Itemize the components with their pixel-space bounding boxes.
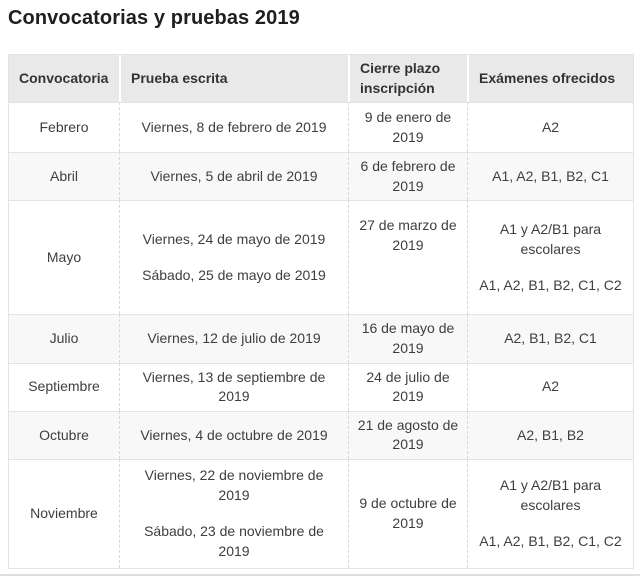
cell-prueba-escrita (119, 152, 348, 200)
cell-line: Abril (49, 167, 78, 184)
cell-cierre-plazo (348, 152, 467, 200)
cell-line: Septiembre (28, 378, 100, 395)
table-body (9, 102, 633, 568)
cell-examenes (467, 102, 633, 152)
cell-line: Sábado, 23 de noviembre de 2019 (144, 523, 324, 560)
cell-prueba-escrita (119, 411, 348, 459)
cell-cierre-plazo (348, 314, 467, 362)
cell-line: 9 de enero de 2019 (364, 109, 452, 145)
cell-line: Octubre (39, 426, 89, 443)
cell-line: A1, A2, B1, B2, C1, C2 (479, 277, 622, 294)
cell-examenes (467, 200, 633, 314)
cell-line: Viernes, 12 de julio de 2019 (147, 330, 321, 347)
cell-prueba-escrita (119, 363, 348, 411)
table-row (9, 459, 633, 568)
cell-line: Febrero (39, 118, 89, 135)
cell-examenes (467, 152, 633, 200)
column-header-prueba-escrita: Prueba escrita (119, 55, 348, 102)
column-header-cierre-plazo: Cierre plazo inscripción (348, 55, 467, 102)
table-row (9, 363, 633, 411)
cell-line: 9 de octubre de 2019 (359, 495, 457, 531)
cell-convocatoria (9, 459, 119, 568)
cell-convocatoria (9, 314, 119, 362)
cell-line: 24 de julio de 2019 (366, 368, 450, 405)
cell-prueba-escrita (119, 314, 348, 362)
cell-line: Viernes, 4 de octubre de 2019 (140, 426, 328, 443)
table-row (9, 314, 633, 362)
cell-convocatoria (9, 411, 119, 459)
cell-line: A2 (541, 378, 560, 395)
cell-examenes (467, 363, 633, 411)
table-header (9, 55, 633, 102)
cell-convocatoria (9, 200, 119, 314)
cell-line: Viernes, 13 de septiembre de 2019 (142, 368, 326, 405)
cell-prueba-escrita (119, 200, 348, 314)
cell-convocatoria (9, 363, 119, 411)
cell-line: Viernes, 22 de noviembre de 2019 (144, 467, 324, 503)
cell-convocatoria (9, 152, 119, 200)
cell-line: A2, B1, B2 (517, 426, 584, 443)
cell-line: Noviembre (30, 505, 98, 522)
cell-line: A2 (541, 118, 560, 135)
cell-line: A2, B1, B2, C1 (504, 330, 597, 347)
cell-convocatoria (9, 102, 119, 152)
table-row (9, 200, 633, 314)
cell-examenes (467, 411, 633, 459)
cell-cierre-plazo (348, 459, 467, 568)
cell-line: A1 y A2/B1 para escolares (499, 220, 602, 257)
cell-line: A1 y A2/B1 para escolares (499, 477, 602, 513)
cell-cierre-plazo (348, 102, 467, 152)
cell-examenes (467, 314, 633, 362)
cell-line: 21 de agosto de 2019 (357, 416, 459, 453)
cell-line: Viernes, 24 de mayo de 2019 (142, 230, 326, 247)
cell-cierre-plazo (348, 411, 467, 459)
cell-line: Julio (49, 330, 79, 347)
column-header-convocatoria: Convocatoria (9, 55, 119, 102)
cell-cierre-plazo (348, 200, 467, 314)
page-title: Convocatorias y pruebas 2019 (8, 7, 300, 29)
table-row (9, 152, 633, 200)
cell-cierre-plazo (348, 363, 467, 411)
column-header-examenes: Exámenes ofrecidos (467, 55, 633, 102)
cell-prueba-escrita (119, 102, 348, 152)
cell-line: Mayo (46, 249, 82, 266)
header-row (9, 55, 633, 102)
convocatorias-table (8, 54, 634, 569)
cell-examenes (467, 459, 633, 568)
cell-line: Sábado, 25 de mayo de 2019 (142, 267, 326, 284)
cell-line: A1, A2, B1, B2, C1, C2 (479, 533, 622, 550)
cell-line: 16 de mayo de 2019 (361, 320, 455, 356)
cell-line: A1, A2, B1, B2, C1 (492, 167, 609, 184)
cell-line: 27 de marzo de 2019 (359, 217, 457, 253)
cell-line: 6 de febrero de 2019 (360, 158, 456, 194)
cell-prueba-escrita (119, 459, 348, 568)
table-row (9, 102, 633, 152)
table-row (9, 411, 633, 459)
cell-line: Viernes, 5 de abril de 2019 (150, 167, 318, 184)
cell-line: Viernes, 8 de febrero de 2019 (141, 118, 327, 135)
